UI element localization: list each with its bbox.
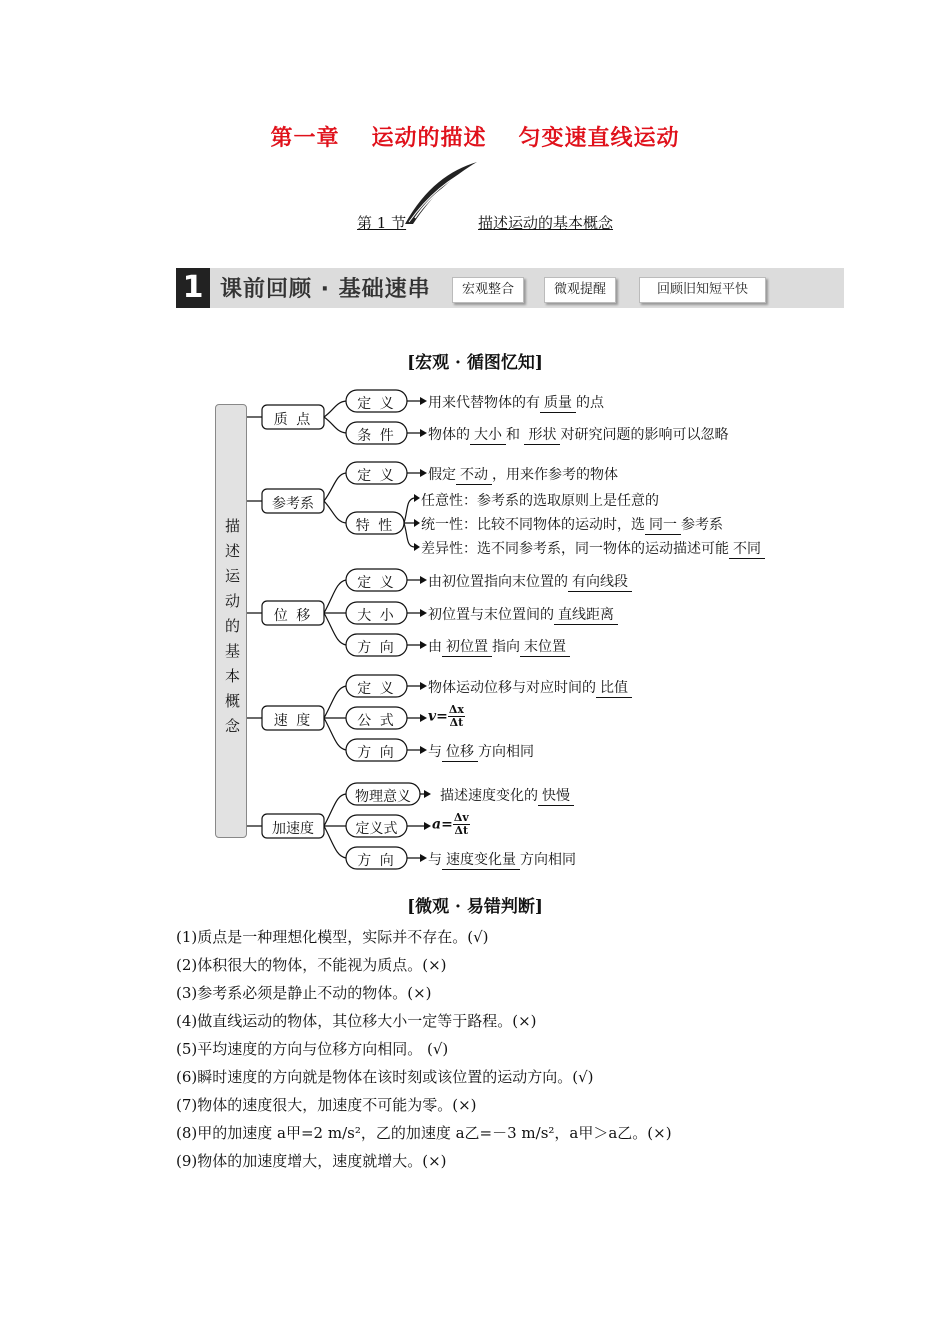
leaf-label: 定 义 <box>357 468 396 484</box>
root-node-label: 描述运动的基本概念 <box>223 517 241 743</box>
leaf-text: 用来代替物体的有 质量 的点 <box>428 395 604 411</box>
banner-title: 课前回顾 · 基础速串 <box>220 277 431 302</box>
leaf-label: 方 向 <box>357 745 396 761</box>
leaf-text: 任意性：参考系的选取原则上是任意的 <box>421 493 659 509</box>
judgement-item: (8)甲的加速度 a甲=2 m/s²，乙的加速度 a乙=－3 m/s²，a甲＞a乙。(×) <box>176 1124 672 1142</box>
section-number: 第 1 节 <box>357 214 407 232</box>
leaf-text: 物体的 大小 和 形状 对研究问题的影响可以忽略 <box>428 427 729 443</box>
leaf-text: 与 速度变化量 方向相同 <box>428 852 576 868</box>
leaf-label: 方 向 <box>357 640 396 656</box>
leaf-label: 公 式 <box>357 713 396 729</box>
judgement-item: (2)体积很大的物体，不能视为质点。(×) <box>176 956 447 974</box>
leaf-label: 大 小 <box>357 608 396 624</box>
leaf-label: 定 义 <box>357 681 396 697</box>
branch-acceleration: 加速度 <box>272 821 314 837</box>
macro-heading: [宏观 · 循图忆知] <box>407 353 543 373</box>
branch-frame: 参考系 <box>272 496 314 512</box>
leaf-text: 假定 不动 ，用来作参考的物体 <box>428 467 618 483</box>
micro-heading: [微观 · 易错判断] <box>407 897 543 917</box>
leaf-label: 特 性 <box>355 518 395 534</box>
leaf-label: 定 义 <box>357 396 396 412</box>
leaf-text: 初位置与末位置间的 直线距离 <box>428 604 618 625</box>
banner-number: 1 <box>176 268 210 308</box>
acceleration-formula: a= $\frac{\Delta v}{\Delta t}$ <box>432 811 469 837</box>
branch-velocity: 速 度 <box>273 713 313 729</box>
branch-particle: 质 点 <box>273 412 313 428</box>
tag-micro: 微观提醒 <box>544 277 616 303</box>
leaf-text: 统一性：比较不同物体的运动时，选 同一 参考系 <box>421 517 723 533</box>
leaf-label: 物理意义 <box>355 789 411 805</box>
judgement-item: (1)质点是一种理想化模型，实际并不存在。(√) <box>176 928 489 946</box>
judgement-item: (4)做直线运动的物体，其位移大小一定等于路程。(×) <box>176 1012 537 1030</box>
leaf-label: 方 向 <box>357 853 396 869</box>
leaf-text: 物体运动位移与对应时间的 比值 <box>428 677 632 698</box>
judgement-item: (3)参考系必须是静止不动的物体。(×) <box>176 984 432 1002</box>
leaf-text: 由 初位置 指向 末位置 <box>428 636 570 657</box>
judgement-item: (7)物体的速度很大，加速度不可能为零。(×) <box>176 1096 477 1114</box>
tag-review: 回顾旧知短平快 <box>639 277 766 303</box>
judgement-item: (6)瞬时速度的方向就是物体在该时刻或该位置的运动方向。(√) <box>176 1068 594 1086</box>
chapter-name: 运动的描述 <box>371 126 487 151</box>
velocity-formula: v= $\frac{\Delta x}{\Delta t}$ <box>428 703 464 729</box>
judgement-item: (9)物体的加速度增大，速度就增大。(×) <box>176 1152 447 1170</box>
leaf-text: 差异性：选不同参考系，同一物体的运动描述可能 不同 <box>421 538 765 559</box>
leaf-label: 定 义 <box>357 575 396 591</box>
judgement-item: (5)平均速度的方向与位移方向相同。 (√) <box>176 1040 449 1058</box>
leaf-text: 由初位置指向末位置的 有向线段 <box>428 571 632 592</box>
chapter-subtitle: 匀变速直线运动 <box>518 126 680 151</box>
leaf-label: 定义式 <box>355 821 398 837</box>
tag-macro: 宏观整合 <box>452 277 524 303</box>
branch-displacement: 位 移 <box>273 608 313 624</box>
leaf-text: 描述速度变化的 快慢 <box>440 785 574 806</box>
leaf-text: 与 位移 方向相同 <box>428 744 534 760</box>
leaf-label: 条 件 <box>357 428 396 444</box>
chapter-number: 第一章 <box>270 126 340 151</box>
section-title: 描述运动的基本概念 <box>478 214 614 232</box>
